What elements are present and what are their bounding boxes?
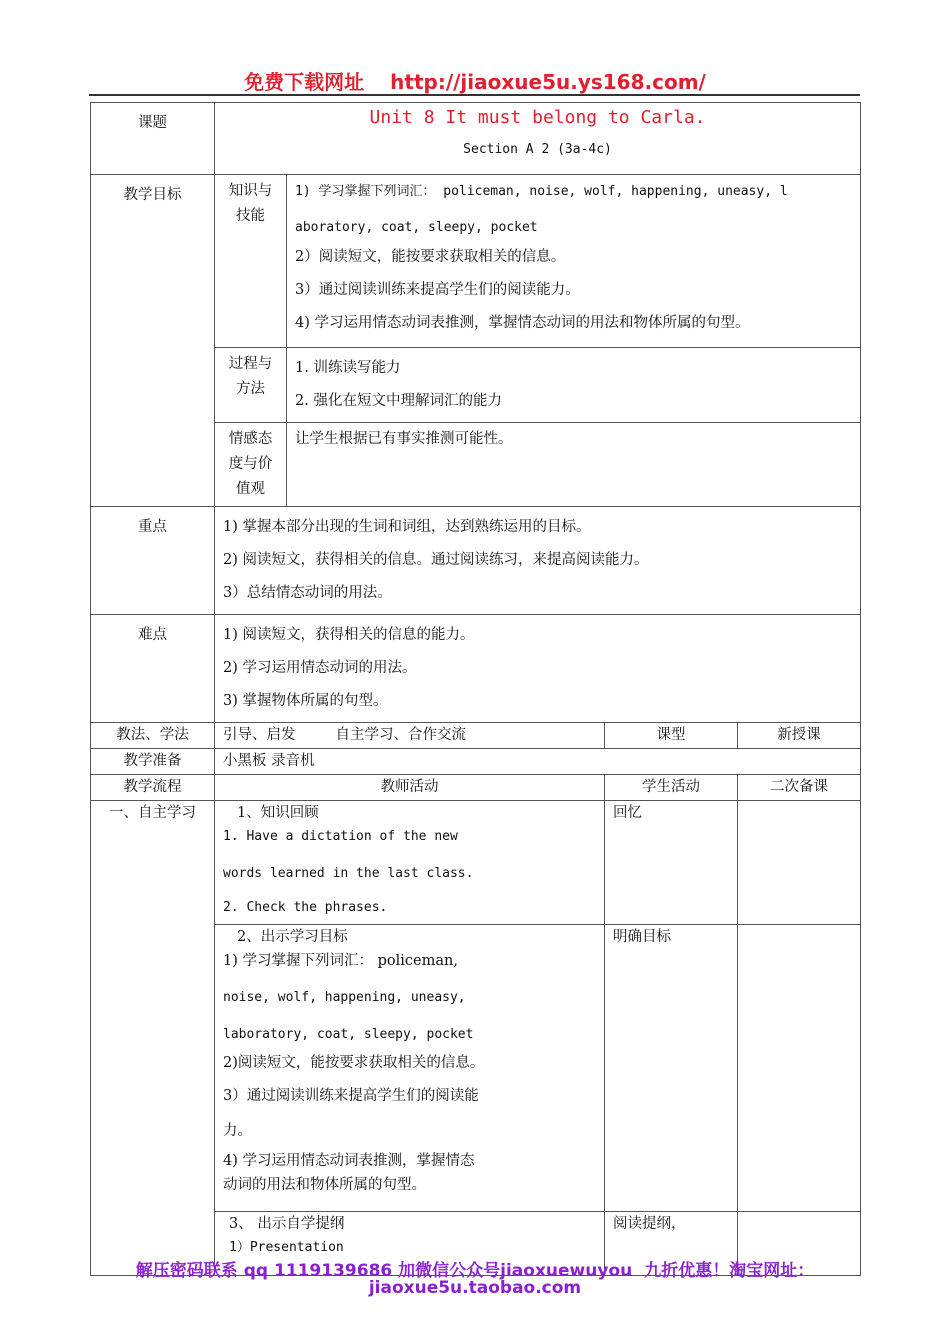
key-point-2: 2) 阅读短文，获得相关的信息。通过阅读练习，来提高阅读能力。 xyxy=(223,552,649,568)
footer-wechat-id: jiaoxuewuyou xyxy=(500,1261,633,1281)
lesson-type-label: 课型 xyxy=(605,723,738,749)
difficulty-3: 3) 掌握物体所属的句型。 xyxy=(223,693,388,709)
footer-discount-text: 九折优惠！淘宝网址： xyxy=(644,1261,815,1281)
emotion-line-1: 让学生根据已有事实推测可能性。 xyxy=(295,431,513,447)
block1-heading: 1、知识回顾 xyxy=(237,805,319,821)
knowledge-line-3: 2）阅读短文，能按要求获取相关的信息。 xyxy=(295,249,566,265)
lesson-section: Section A 2 (3a-4c) xyxy=(463,142,612,157)
difficulty-1: 1) 阅读短文，获得相关的信息的能力。 xyxy=(223,627,475,643)
footer-qq: qq 1119139686 xyxy=(243,1261,393,1281)
preparation-row xyxy=(91,749,861,775)
lesson-type-value: 新授课 xyxy=(738,723,861,749)
download-header xyxy=(0,66,950,95)
methods-value-1: 引导、启发 xyxy=(223,727,296,743)
flow-header-notes: 二次备课 xyxy=(738,775,861,801)
knowledge-line-2: aboratory, coat, sleepy, pocket xyxy=(295,220,538,235)
block2-line-8: 动词的用法和物体所属的句型。 xyxy=(223,1177,426,1193)
block3-heading: 3、 出示自学提纲 xyxy=(229,1216,345,1232)
header-label: 免费下载网址 xyxy=(244,70,365,94)
topic-row xyxy=(91,103,861,175)
flow-header-row xyxy=(91,775,861,801)
objectives-knowledge-row xyxy=(91,175,861,348)
block3-line-1: 1）Presentation xyxy=(229,1240,344,1255)
flow-header-stage: 教学流程 xyxy=(91,775,215,801)
stage1-block2-teacher xyxy=(215,925,605,1212)
difficulties-row xyxy=(91,615,861,723)
stage1-block2-notes xyxy=(738,925,861,1212)
block1-student-text: 回忆 xyxy=(613,805,642,821)
key-point-3: 3）总结情态动词的用法。 xyxy=(223,585,392,601)
footer-wechat-label: 加微信公众号 xyxy=(398,1261,501,1281)
stage1-block1-student xyxy=(605,801,738,925)
preparation-label: 教学准备 xyxy=(91,749,215,775)
knowledge-line-1: 1) 学习掌握下列词汇： policeman, noise, wolf, happening, uneasy, l xyxy=(295,184,788,199)
key-point-1: 1) 掌握本部分出现的生词和词组，达到熟练运用的目标。 xyxy=(223,519,591,535)
difficulties-content xyxy=(215,615,861,723)
block1-line-2: words learned in the last class. xyxy=(223,866,474,881)
key-points-row xyxy=(91,507,861,615)
key-points-label: 重点 xyxy=(91,507,215,615)
process-line-2: 2. 强化在短文中理解词汇的能力 xyxy=(295,393,502,409)
block2-heading: 2、出示学习目标 xyxy=(237,929,348,945)
emotion-label: 情感态度与价值观 xyxy=(215,423,287,507)
lesson-plan-table xyxy=(90,102,861,1276)
objectives-label: 教学目标 xyxy=(91,175,215,507)
footer-taobao-link[interactable]: jiaoxue5u.taobao.com xyxy=(368,1278,582,1298)
process-content xyxy=(287,348,861,423)
footer-password-label: 解压密码联系 xyxy=(135,1261,238,1281)
process-line-1: 1. 训练读写能力 xyxy=(295,360,401,376)
knowledge-content xyxy=(287,175,861,348)
preparation-value: 小黑板 录音机 xyxy=(215,749,861,775)
block2-line-3: laboratory, coat, sleepy, pocket xyxy=(223,1027,474,1042)
stage1-label-text: 一、自主学习 xyxy=(109,805,196,821)
stage1-label xyxy=(91,801,215,1276)
flow-header-teacher: 教师活动 xyxy=(215,775,605,801)
knowledge-line-5: 4) 学习运用情态动词表推测，掌握情态动词的用法和物体所属的句型。 xyxy=(295,315,750,331)
header-url-link[interactable]: http://jiaoxue5u.ys168.com/ xyxy=(390,70,706,94)
difficulty-2: 2) 学习运用情态动词的用法。 xyxy=(223,660,417,676)
stage1-block1-notes xyxy=(738,801,861,925)
methods-value-2: 自主学习、合作交流 xyxy=(335,727,466,743)
key-points-content xyxy=(215,507,861,615)
block2-line-5: 3）通过阅读训练来提高学生们的阅读能 xyxy=(223,1088,479,1104)
stage1-block1-teacher xyxy=(215,801,605,925)
header-divider xyxy=(89,94,860,96)
block2-student-text: 明确目标 xyxy=(613,929,671,945)
stage1-block2-student xyxy=(605,925,738,1212)
emotion-content xyxy=(287,423,861,507)
block1-line-1: 1. Have a dictation of the new xyxy=(223,829,458,844)
block1-line-3: 2. Check the phrases. xyxy=(223,900,388,915)
methods-label: 教法、学法 xyxy=(91,723,215,749)
block2-line-4: 2)阅读短文，能按要求获取相关的信息。 xyxy=(223,1055,485,1071)
difficulties-label: 难点 xyxy=(91,615,215,723)
topic-label: 课题 xyxy=(91,103,215,175)
methods-row xyxy=(91,723,861,749)
lesson-title: Unit 8 It must belong to Carla. xyxy=(369,107,706,128)
stage1-block1-row xyxy=(91,801,861,925)
topic-cell xyxy=(215,103,861,175)
knowledge-line-4: 3）通过阅读训练来提高学生们的阅读能力。 xyxy=(295,282,580,298)
block2-line-2: noise, wolf, happening, uneasy, xyxy=(223,990,466,1005)
process-label: 过程与方法 xyxy=(215,348,287,423)
block2-line-6: 力。 xyxy=(223,1123,252,1139)
block3-student-text: 阅读提纲， xyxy=(613,1216,686,1232)
flow-header-student: 学生活动 xyxy=(605,775,738,801)
block2-line-1: 1) 学习掌握下列词汇： policeman, xyxy=(223,953,458,969)
methods-values xyxy=(215,723,605,749)
block2-line-7: 4) 学习运用情态动词表推测，掌握情态 xyxy=(223,1153,475,1169)
knowledge-label: 知识与技能 xyxy=(215,175,287,348)
